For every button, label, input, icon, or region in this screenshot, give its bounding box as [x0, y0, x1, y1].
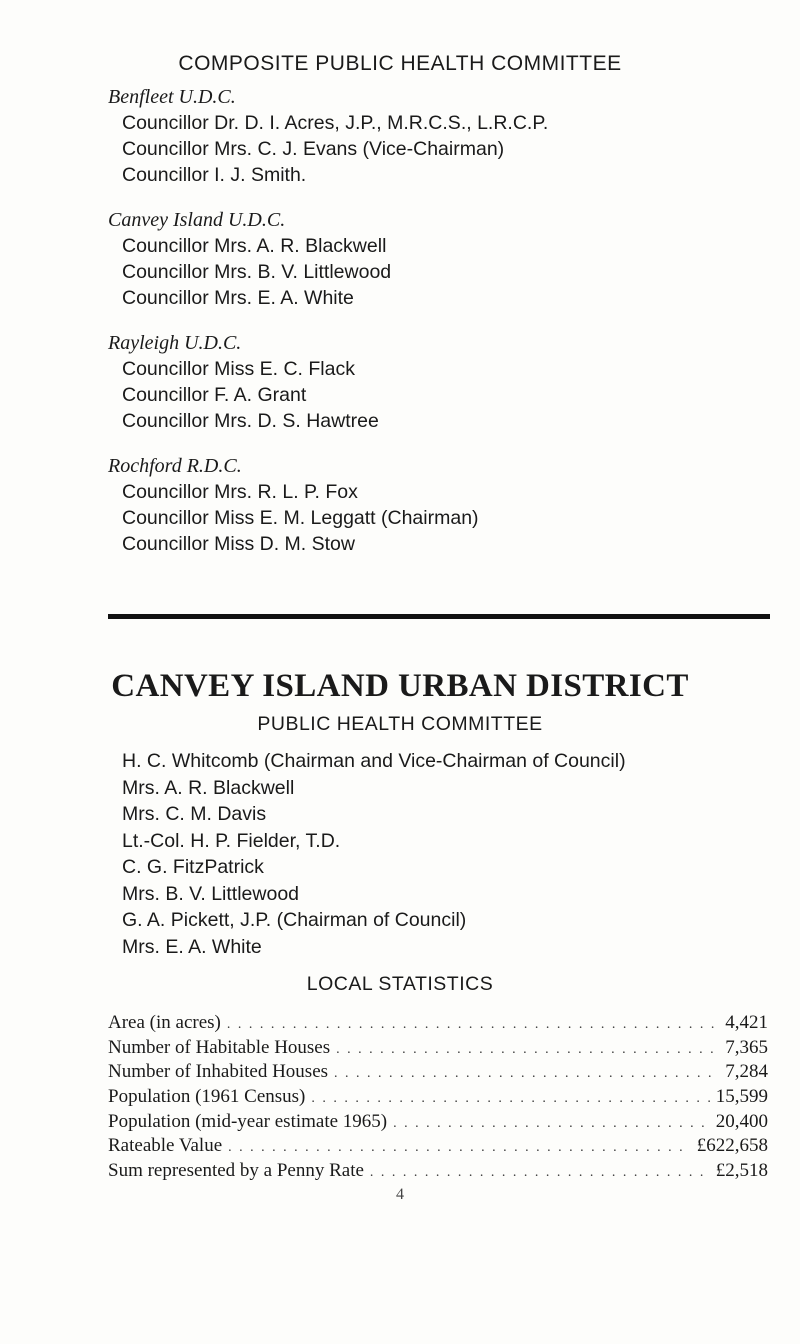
- statistic-label: Number of Habitable Houses: [108, 1036, 331, 1058]
- statistic-label: Population (1961 Census): [108, 1086, 306, 1108]
- page-number: 4: [396, 1186, 404, 1203]
- committee-member: H. C. Whitcomb (Chairman and Vice-Chairman of Council): [122, 750, 626, 772]
- council-title: Rochford R.D.C.: [108, 455, 242, 477]
- local-statistics-title: LOCAL STATISTICS: [306, 973, 494, 995]
- committee-member: G. A. Pickett, J.P. (Chairman of Council): [122, 909, 467, 931]
- leader-dots: [370, 1165, 710, 1181]
- council-member: Councillor Mrs. D. S. Hawtree: [122, 410, 379, 432]
- council-member: Councillor Mrs. R. L. P. Fox: [122, 481, 358, 503]
- committee-member: C. G. FitzPatrick: [122, 856, 264, 878]
- council-member: Councillor Miss D. M. Stow: [122, 533, 355, 555]
- council-section: [108, 84, 748, 188]
- council-title: Rayleigh U.D.C.: [108, 332, 242, 354]
- statistic-value: £622,658: [696, 1135, 768, 1157]
- committee-member: Mrs. B. V. Littlewood: [122, 882, 300, 905]
- section-divider: [108, 614, 770, 619]
- council-section: [108, 330, 748, 434]
- committee-member: Mrs. C. M. Davis: [122, 803, 267, 825]
- district-committee-members: [122, 748, 762, 960]
- statistic-value: 7,284: [725, 1061, 768, 1083]
- statistic-value: 15,599: [715, 1086, 768, 1108]
- statistic-value: £2,518: [715, 1160, 768, 1182]
- statistic-label: Area (in acres): [108, 1012, 221, 1033]
- statistics-row: [108, 1111, 768, 1136]
- leader-dots: [311, 1091, 709, 1107]
- council-member: Councillor Dr. D. I. Acres, J.P., M.R.C.S., L.R.C.P.: [122, 112, 549, 134]
- council-title: Benfleet U.D.C.: [108, 86, 236, 108]
- statistic-label: Number of Inhabited Houses: [108, 1061, 329, 1083]
- statistic-value: 20,400: [715, 1110, 768, 1132]
- committee-member: Lt.-Col. H. P. Fielder, T.D.: [122, 829, 341, 852]
- council-title: Canvey Island U.D.C.: [108, 209, 286, 231]
- statistics-row: [108, 1135, 768, 1160]
- composite-committee-heading: COMPOSITE PUBLIC HEALTH COMMITTEE: [178, 52, 622, 75]
- leader-dots: [228, 1140, 691, 1156]
- committee-member: Mrs. A. R. Blackwell: [122, 776, 295, 799]
- committee-member: Mrs. E. A. White: [122, 935, 262, 958]
- statistics-row: [108, 1012, 768, 1037]
- statistic-value: 7,365: [725, 1036, 768, 1058]
- council-member: Councillor Mrs. C. J. Evans (Vice-Chairman): [122, 138, 505, 160]
- council-member: Councillor Mrs. B. V. Littlewood: [122, 261, 392, 283]
- council-member: Councillor I. J. Smith.: [122, 164, 307, 186]
- statistic-value: 4,421: [725, 1012, 768, 1033]
- council-member: Councillor F. A. Grant: [122, 384, 307, 406]
- council-section: [108, 207, 748, 311]
- statistics-row: [108, 1160, 768, 1185]
- council-member: Councillor Mrs. E. A. White: [122, 287, 354, 309]
- council-member: Councillor Miss E. M. Leggatt (Chairman): [122, 507, 479, 529]
- local-statistics-table: [108, 1012, 768, 1185]
- statistic-label: Sum represented by a Penny Rate: [108, 1160, 364, 1182]
- council-sections: [108, 84, 748, 576]
- statistics-row: [108, 1086, 768, 1111]
- statistics-row: [108, 1061, 768, 1086]
- council-member: Councillor Miss E. C. Flack: [122, 358, 355, 380]
- statistic-label: Population (mid-year estimate 1965): [108, 1110, 388, 1132]
- council-section: [108, 453, 748, 557]
- statistics-row: [108, 1037, 768, 1062]
- leader-dots: [334, 1066, 719, 1082]
- council-member: Councillor Mrs. A. R. Blackwell: [122, 235, 387, 257]
- district-committee-subtitle: PUBLIC HEALTH COMMITTEE: [257, 713, 543, 735]
- leader-dots: [393, 1116, 710, 1132]
- district-title: CANVEY ISLAND URBAN DISTRICT: [111, 668, 689, 704]
- leader-dots: [227, 1017, 719, 1033]
- statistic-label: Rateable Value: [108, 1135, 223, 1157]
- leader-dots: [336, 1042, 719, 1058]
